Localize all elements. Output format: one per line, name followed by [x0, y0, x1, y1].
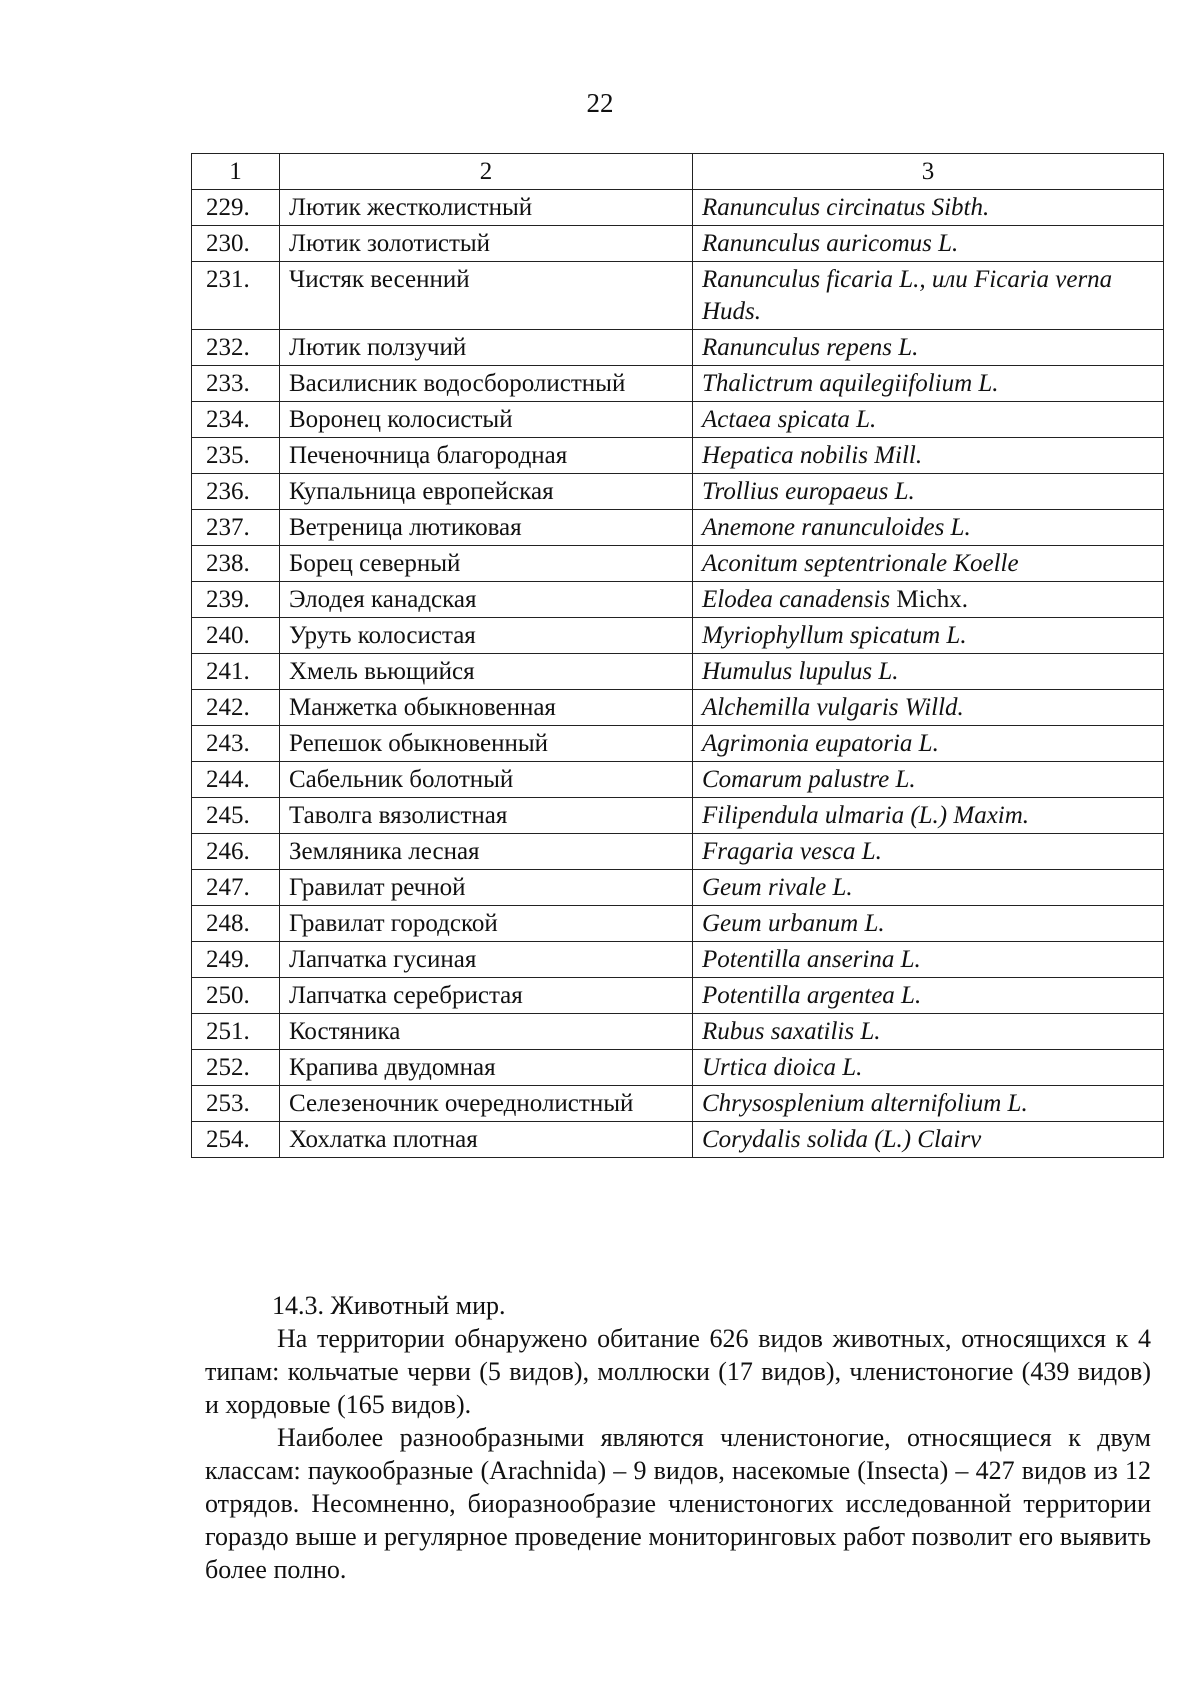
latin-name-text: Potentilla anserina L. [702, 946, 921, 973]
russian-name: Репешок обыкновенный [280, 726, 693, 762]
table-row [192, 726, 1164, 762]
latin-name [693, 618, 1164, 654]
latin-name-text: Elodea canadensis [702, 586, 891, 613]
table-row [192, 474, 1164, 510]
row-number: 237. [192, 510, 280, 546]
row-number: 249. [192, 942, 280, 978]
page-number: 22 [586, 88, 614, 118]
latin-name-text: Ranunculus repens L. [702, 334, 919, 361]
table-row [192, 582, 1164, 618]
latin-name-text: Potentilla argentea L. [702, 982, 922, 1009]
latin-name [693, 402, 1164, 438]
latin-name-text: Agrimonia eupatoria L. [702, 730, 939, 757]
latin-name-text: Anemone ranunculoides L. [702, 514, 971, 541]
row-number: 239. [192, 582, 280, 618]
latin-name [693, 226, 1164, 262]
russian-name: Лютик золотистый [280, 226, 693, 262]
table-row [192, 330, 1164, 366]
row-number: 247. [192, 870, 280, 906]
table-row [192, 226, 1164, 262]
russian-name: Купальница европейская [280, 474, 693, 510]
row-number: 245. [192, 798, 280, 834]
latin-name-text: Rubus saxatilis L. [702, 1018, 881, 1045]
latin-name-text: Myriophyllum spicatum L. [702, 622, 967, 649]
latin-name [693, 1122, 1164, 1158]
russian-name: Лютик жестколистный [280, 190, 693, 226]
row-number: 242. [192, 690, 280, 726]
latin-name [693, 330, 1164, 366]
row-number: 253. [192, 1086, 280, 1122]
table-row [192, 262, 1164, 330]
table-row [192, 834, 1164, 870]
row-number: 234. [192, 402, 280, 438]
russian-name: Василисник водосборолистный [280, 366, 693, 402]
row-number: 230. [192, 226, 280, 262]
row-number: 238. [192, 546, 280, 582]
latin-name [693, 366, 1164, 402]
latin-name [693, 546, 1164, 582]
latin-name [693, 510, 1164, 546]
latin-name [693, 1014, 1164, 1050]
latin-name-text: Thalictrum aquilegiifolium L. [702, 370, 999, 397]
paragraph: Наиболее разнообразными являются членистоногие, относящиеся к двум классам: паукообразные (Arachnida) – 9 видов, насекомые (Insecta) – 427 видов из 12 отрядов. Несомненно, биоразнообразие членистоногих исследованной территории гораздо выше и регулярное проведение мониторинговых работ позволит его выявить более полно. [205, 1423, 1151, 1584]
latin-name-text: Geum rivale L. [702, 874, 853, 901]
latin-name [693, 978, 1164, 1014]
table-row [192, 402, 1164, 438]
table-row [192, 798, 1164, 834]
table-row [192, 618, 1164, 654]
row-number: 252. [192, 1050, 280, 1086]
russian-name: Воронец колосистый [280, 402, 693, 438]
russian-name: Лапчатка гусиная [280, 942, 693, 978]
latin-name-text: Aconitum septentrionale Koelle [702, 550, 1019, 577]
column-header-russian-name: 2 [280, 154, 693, 190]
table-row [192, 762, 1164, 798]
row-number: 241. [192, 654, 280, 690]
latin-name [693, 834, 1164, 870]
latin-author-text: Michx. [890, 586, 968, 613]
column-header-latin-name: 3 [693, 154, 1164, 190]
row-number: 243. [192, 726, 280, 762]
latin-name [693, 798, 1164, 834]
table-row [192, 1086, 1164, 1122]
row-number: 231. [192, 262, 280, 330]
russian-name: Хохлатка плотная [280, 1122, 693, 1158]
latin-name-text: Filipendula ulmaria (L.) Maxim. [702, 802, 1030, 829]
row-number: 235. [192, 438, 280, 474]
latin-name-text: Trollius europaeus L. [702, 478, 915, 505]
russian-name: Уруть колосистая [280, 618, 693, 654]
table-header-row [192, 154, 1164, 190]
latin-name [693, 474, 1164, 510]
table-row [192, 906, 1164, 942]
table-row [192, 690, 1164, 726]
paragraph: На территории обнаружено обитание 626 видов животных, относящихся к 4 типам: кольчатые черви (5 видов), моллюски (17 видов), членистоногие (439 видов) и хордовые (165 видов). [205, 1324, 1151, 1419]
row-number: 246. [192, 834, 280, 870]
table-row [192, 546, 1164, 582]
row-number: 236. [192, 474, 280, 510]
table-row [192, 978, 1164, 1014]
russian-name: Сабельник болотный [280, 762, 693, 798]
section-animal-world [205, 1289, 1151, 1586]
row-number: 248. [192, 906, 280, 942]
latin-name [693, 582, 1164, 618]
table-row [192, 510, 1164, 546]
latin-name-text: Ranunculus circinatus Sibth. [702, 194, 990, 221]
russian-name: Элодея канадская [280, 582, 693, 618]
latin-name [693, 870, 1164, 906]
russian-name: Печеночница благородная [280, 438, 693, 474]
column-header-number: 1 [192, 154, 280, 190]
latin-name-text: Comarum palustre L. [702, 766, 916, 793]
russian-name: Ветреница лютиковая [280, 510, 693, 546]
table-row [192, 1014, 1164, 1050]
table-row [192, 654, 1164, 690]
latin-name-text: Actaea spicata L. [702, 406, 877, 433]
latin-name-text: Ranunculus auricomus L. [702, 230, 959, 257]
latin-name-text: Humulus lupulus L. [702, 658, 899, 685]
latin-name [693, 190, 1164, 226]
table-row [192, 1050, 1164, 1086]
russian-name: Селезеночник очереднолистный [280, 1086, 693, 1122]
latin-name-text: Alchemilla vulgaris Willd. [702, 694, 964, 721]
table-row [192, 1122, 1164, 1158]
latin-name [693, 438, 1164, 474]
row-number: 240. [192, 618, 280, 654]
latin-name [693, 262, 1164, 330]
latin-name [693, 762, 1164, 798]
latin-name-text: Fragaria vesca L. [702, 838, 882, 865]
table-row [192, 942, 1164, 978]
section-heading: 14.3. Животный мир. [272, 1291, 506, 1320]
species-table [191, 153, 1164, 1158]
russian-name: Борец северный [280, 546, 693, 582]
russian-name: Гравилат городской [280, 906, 693, 942]
table-row [192, 870, 1164, 906]
russian-name: Костяника [280, 1014, 693, 1050]
latin-name-text: Geum urbanum L. [702, 910, 885, 937]
latin-name [693, 726, 1164, 762]
latin-name [693, 906, 1164, 942]
latin-name [693, 942, 1164, 978]
latin-name-text: Chrysosplenium alternifolium L. [702, 1090, 1028, 1117]
row-number: 232. [192, 330, 280, 366]
russian-name: Гравилат речной [280, 870, 693, 906]
latin-name [693, 1086, 1164, 1122]
russian-name: Крапива двудомная [280, 1050, 693, 1086]
russian-name: Лапчатка серебристая [280, 978, 693, 1014]
row-number: 251. [192, 1014, 280, 1050]
row-number: 254. [192, 1122, 280, 1158]
table-row [192, 438, 1164, 474]
russian-name: Манжетка обыкновенная [280, 690, 693, 726]
russian-name: Лютик ползучий [280, 330, 693, 366]
table-row [192, 190, 1164, 226]
row-number: 229. [192, 190, 280, 226]
row-number: 250. [192, 978, 280, 1014]
latin-name-text: Corydalis solida (L.) Clairv [702, 1126, 982, 1153]
latin-name [693, 690, 1164, 726]
russian-name: Хмель вьющийся [280, 654, 693, 690]
row-number: 233. [192, 366, 280, 402]
row-number: 244. [192, 762, 280, 798]
latin-name [693, 654, 1164, 690]
russian-name: Чистяк весенний [280, 262, 693, 330]
table-row [192, 366, 1164, 402]
latin-name-text: Urtica dioica L. [702, 1054, 863, 1081]
russian-name: Земляника лесная [280, 834, 693, 870]
latin-name [693, 1050, 1164, 1086]
latin-name-text: Hepatica nobilis Mill. [702, 442, 923, 469]
russian-name: Таволга вязолистная [280, 798, 693, 834]
latin-name-text: Ranunculus ficaria L., или Ficaria verna Huds. [702, 266, 1113, 325]
